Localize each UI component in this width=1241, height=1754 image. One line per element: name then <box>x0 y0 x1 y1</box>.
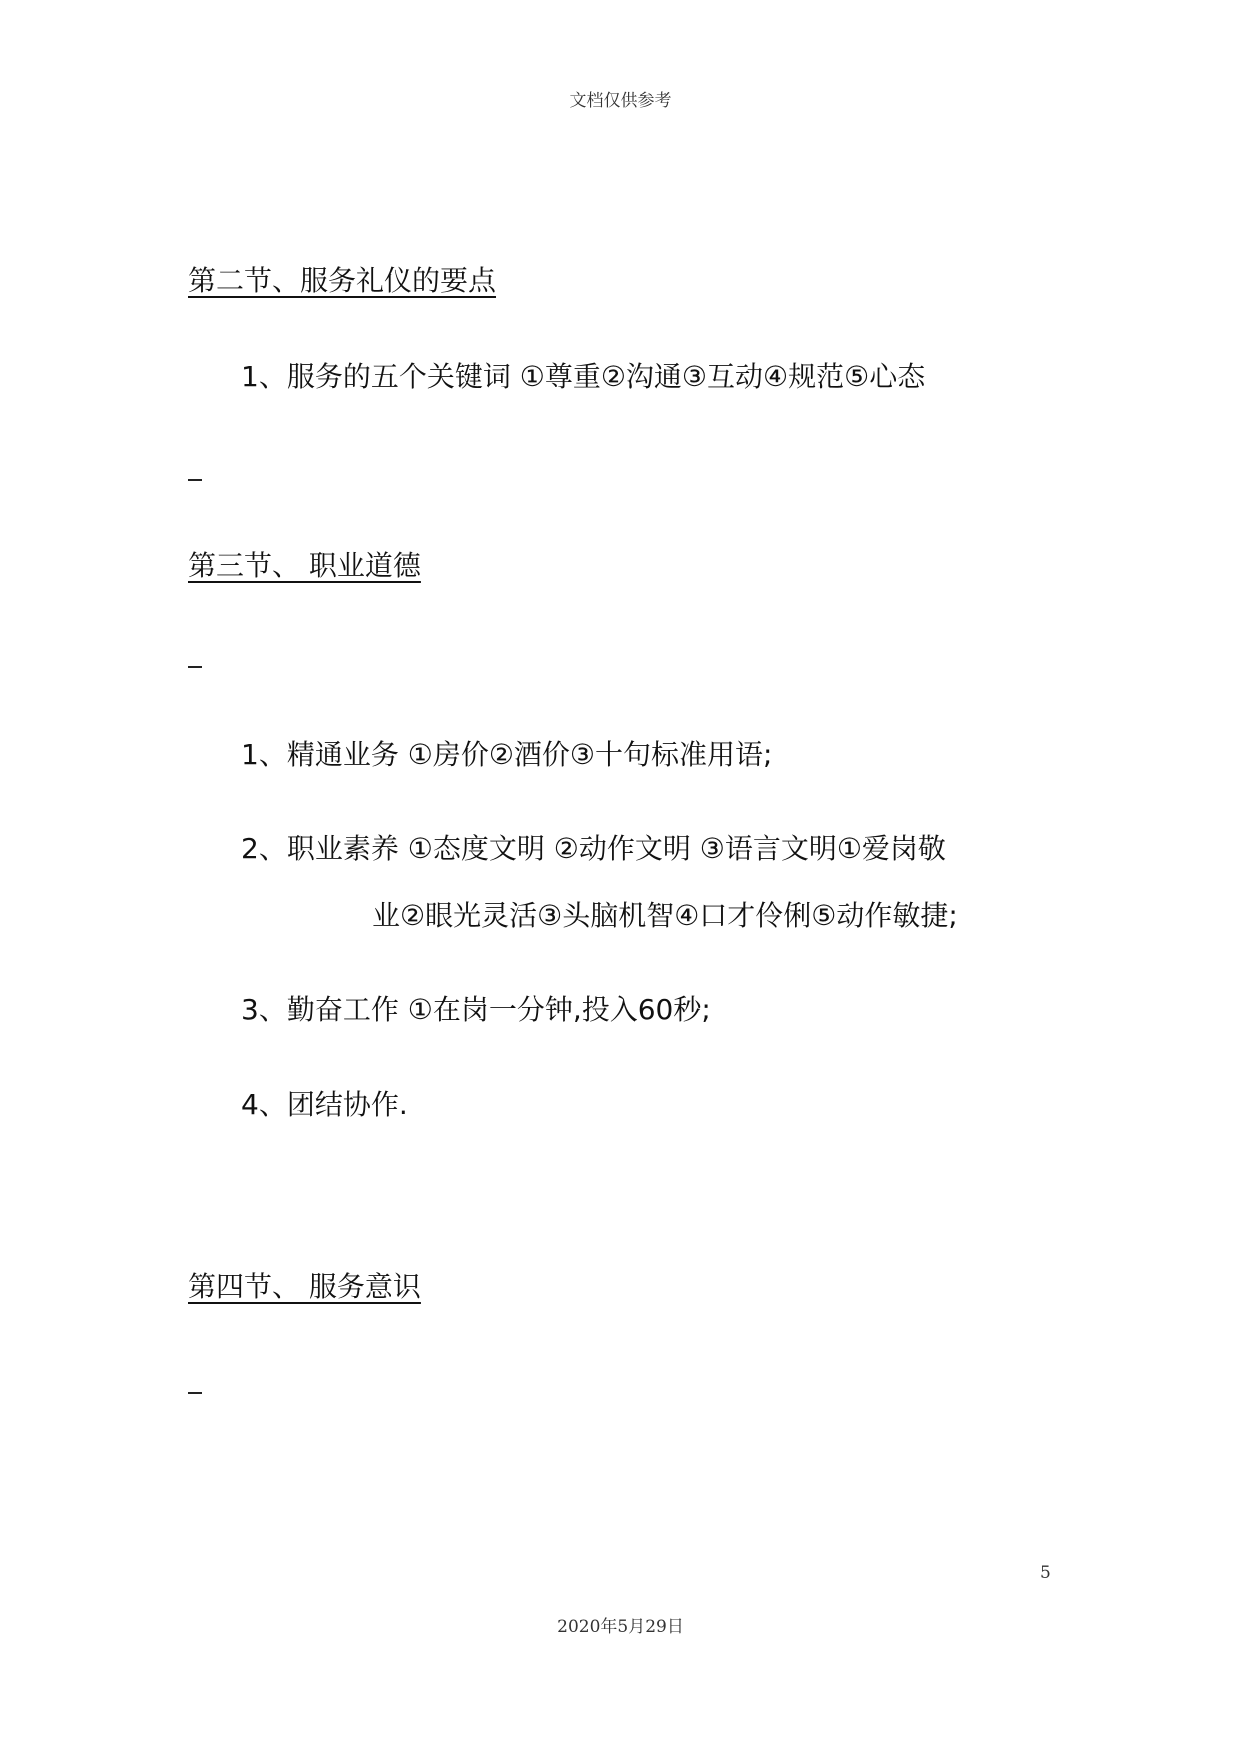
list-item: 1、服务的五个关键词 ①尊重②沟通③互动④规范⑤心态 <box>241 360 926 393</box>
footer-date: 2020年5月29日 <box>557 1617 684 1637</box>
section-title-4: 第四节、 服务意识 <box>188 1270 421 1303</box>
list-item: 1、精通业务 ①房价②酒价③十句标准用语; <box>241 738 773 771</box>
page-number: 5 <box>1040 1563 1051 1583</box>
header-note: 文档仅供参考 <box>569 91 672 111</box>
dash-marker <box>188 666 202 668</box>
list-item: 3、勤奋工作 ①在岗一分钟,投入60秒; <box>241 993 711 1026</box>
dash-marker <box>188 479 202 481</box>
list-item: 4、团结协作. <box>241 1088 408 1121</box>
list-item-continuation: 业②眼光灵活③头脑机智④口才伶俐⑤动作敏捷; <box>372 899 958 932</box>
section-title-3: 第三节、 职业道德 <box>188 549 421 582</box>
dash-marker <box>188 1392 202 1394</box>
list-item: 2、职业素养 ①态度文明 ②动作文明 ③语言文明①爱岗敬 <box>241 832 946 865</box>
section-title-2: 第二节、服务礼仪的要点 <box>188 264 497 297</box>
